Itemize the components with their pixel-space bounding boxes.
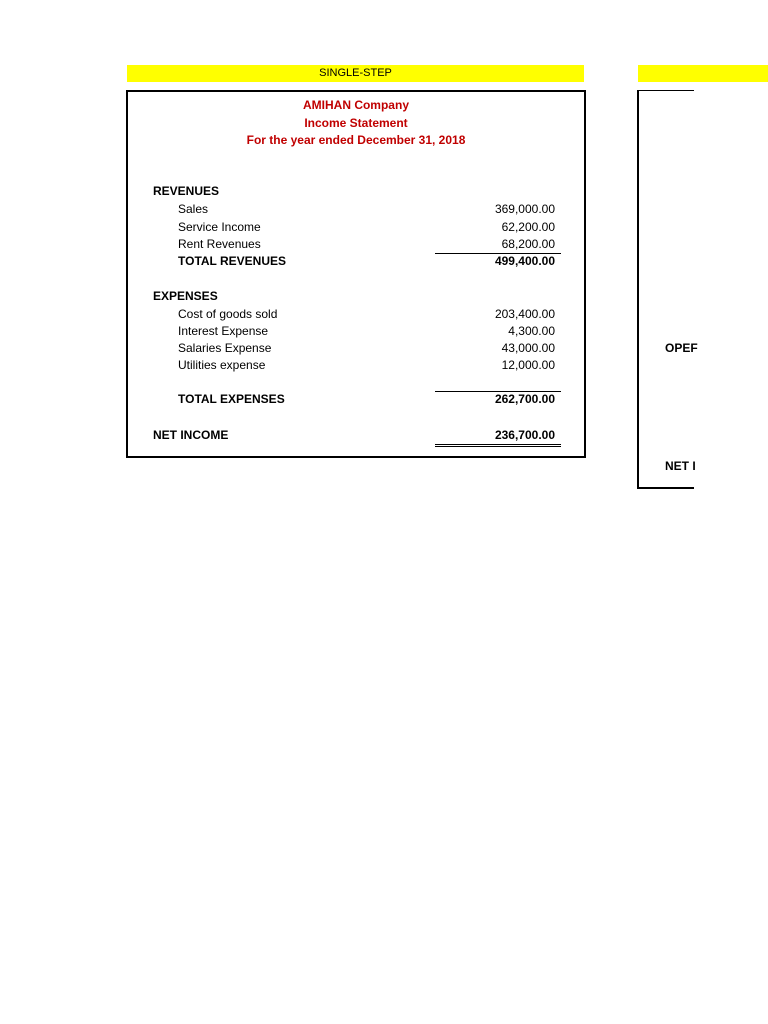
- statement-title: Income Statement: [304, 116, 408, 130]
- net-income-double-rule: [435, 444, 561, 447]
- single-step-banner: SINGLE-STEP: [127, 65, 584, 82]
- expense-label: Interest Expense: [178, 324, 269, 338]
- revenue-value: 369,000.00: [494, 202, 555, 216]
- revenue-value: 68,200.00: [501, 237, 555, 251]
- revenue-label: Sales: [178, 202, 209, 216]
- total-revenues-value: 499,400.00: [494, 254, 555, 268]
- revenue-label: Rent Revenues: [178, 237, 261, 251]
- net-income-label: NET INCOME: [153, 428, 229, 442]
- expense-label: Utilities expense: [178, 358, 266, 372]
- expense-value: 43,000.00: [501, 341, 555, 355]
- total-expenses-label: TOTAL EXPENSES: [178, 392, 285, 406]
- expense-value: 4,300.00: [508, 324, 555, 338]
- expenses-heading: EXPENSES: [153, 289, 218, 303]
- single-step-statement: [126, 90, 586, 458]
- revenues-heading: REVENUES: [153, 184, 220, 198]
- revenue-label: Service Income: [178, 220, 261, 234]
- net-label-partial: NET I: [665, 459, 696, 473]
- statement-period: For the year ended December 31, 2018: [246, 133, 466, 147]
- company-name: AMIHAN Company: [302, 98, 409, 112]
- expense-value: 203,400.00: [494, 307, 555, 321]
- expense-value: 12,000.00: [501, 358, 555, 372]
- expense-label: Cost of goods sold: [178, 307, 278, 321]
- operating-label-partial: OPEF: [665, 341, 698, 355]
- multi-step-statement: [637, 90, 698, 489]
- revenue-value: 62,200.00: [501, 220, 555, 234]
- total-expenses-value: 262,700.00: [494, 392, 555, 406]
- expense-label: Salaries Expense: [178, 341, 272, 355]
- multi-step-banner: [638, 65, 768, 82]
- total-revenues-label: TOTAL REVENUES: [178, 254, 287, 268]
- net-income-value: 236,700.00: [494, 428, 555, 442]
